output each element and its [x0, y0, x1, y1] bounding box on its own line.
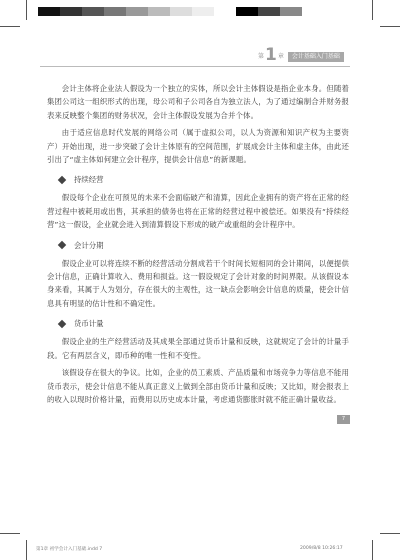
- chapter-header: [258, 47, 344, 64]
- crop-mark-br-v: [372, 540, 373, 560]
- crop-mark-bl-h: [0, 533, 20, 534]
- section-heading-text: 持续经营: [74, 175, 104, 185]
- paragraph: 假设每个企业在可预见的未来不会面临破产和清算，因此企业拥有的资产将在正常的经营过程中被耗用或出售，其承担的债务也将在正常的经营过程中被偿还。如果没有“持续经营”这一假设，企业就会进入到清算假设下形成的破产或重组的会计程序中。: [47, 193, 349, 230]
- section-heading-text: 会计分期: [74, 240, 104, 250]
- registration-strip: [38, 7, 302, 16]
- paragraph: 会计主体将企业法人假设为一个独立的实体，所以会计主体假设是指企业本身。但随着集团公司这一组织形式的出现，母公司和子公司各自为独立法人，为了通过编制合并财务报表来反映整个集团的财务状况，会计主体假设发展为合并个体。: [47, 84, 349, 120]
- footer-file-name: 第1章 初学会计入门基础.indd 7: [36, 547, 103, 552]
- section-heading: [59, 240, 349, 251]
- section-heading-text: 货币计量: [74, 319, 104, 329]
- chapter-prefix: 第: [258, 53, 265, 60]
- paragraph: 假设企业可以将连续不断的经营活动分割成若干个时间长短相同的会计期间，以便提供会计信息，正确计算收入、费用和损益。这一假设规定了会计对象的时间界限。从该假设本身来看，其属于人为划分，存在很大的主观性，这一缺点会影响会计信息的质量，使会计信息具有明显的估计性和不确定性。: [47, 258, 349, 308]
- crop-mark-br-h: [380, 533, 400, 534]
- paragraph: 由于适应信息时代发展的网络公司（属于虚拟公司，以人为资源和知识产权为主要资产）开始出现，进一步突破了会计主体原有的空间范围，扩展成会计主体和虚主体，由此还引出了“虚主体如何建立会计程序，提供会计信息”的新课题。: [47, 128, 349, 165]
- body-text: [47, 82, 349, 410]
- section-heading: [59, 318, 349, 329]
- paragraph: 假设企业的生产经营活动及其成果全部通过货币计量和反映，这就规定了会计的计量手段。它有两层含义，即币种的唯一性和不变性。: [47, 337, 349, 360]
- paragraph: 该假设存在很大的争议。比如，企业的员工素质、产品质量和市场竞争力等信息不能用货币表示，使会计信息不能从真正意义上做到全部由货币计量和反映；又比如，财会报表上的收入以现时价格计量，而费用以历史成本计量，考虑通货膨胀时就不能正确计量收益。: [47, 368, 349, 404]
- crop-mark-tl-h: [0, 26, 20, 27]
- crop-mark-tr-v: [372, 0, 373, 20]
- chapter-number: 1: [265, 45, 277, 65]
- diamond-bullet-icon: [58, 176, 66, 184]
- header-rule: [40, 66, 350, 67]
- page-number: 7: [337, 415, 350, 424]
- crop-mark-tl-v: [26, 0, 27, 20]
- diamond-bullet-icon: [58, 320, 66, 328]
- chapter-suffix: 章: [277, 53, 284, 60]
- chapter-title: 会计基础入门基础: [288, 52, 344, 62]
- section-heading: [59, 174, 349, 185]
- crop-mark-bl-v: [26, 540, 27, 560]
- footer-timestamp: 2009/8/8 10:26:17: [300, 546, 343, 551]
- diamond-bullet-icon: [58, 241, 66, 249]
- crop-mark-tr-h: [380, 26, 400, 27]
